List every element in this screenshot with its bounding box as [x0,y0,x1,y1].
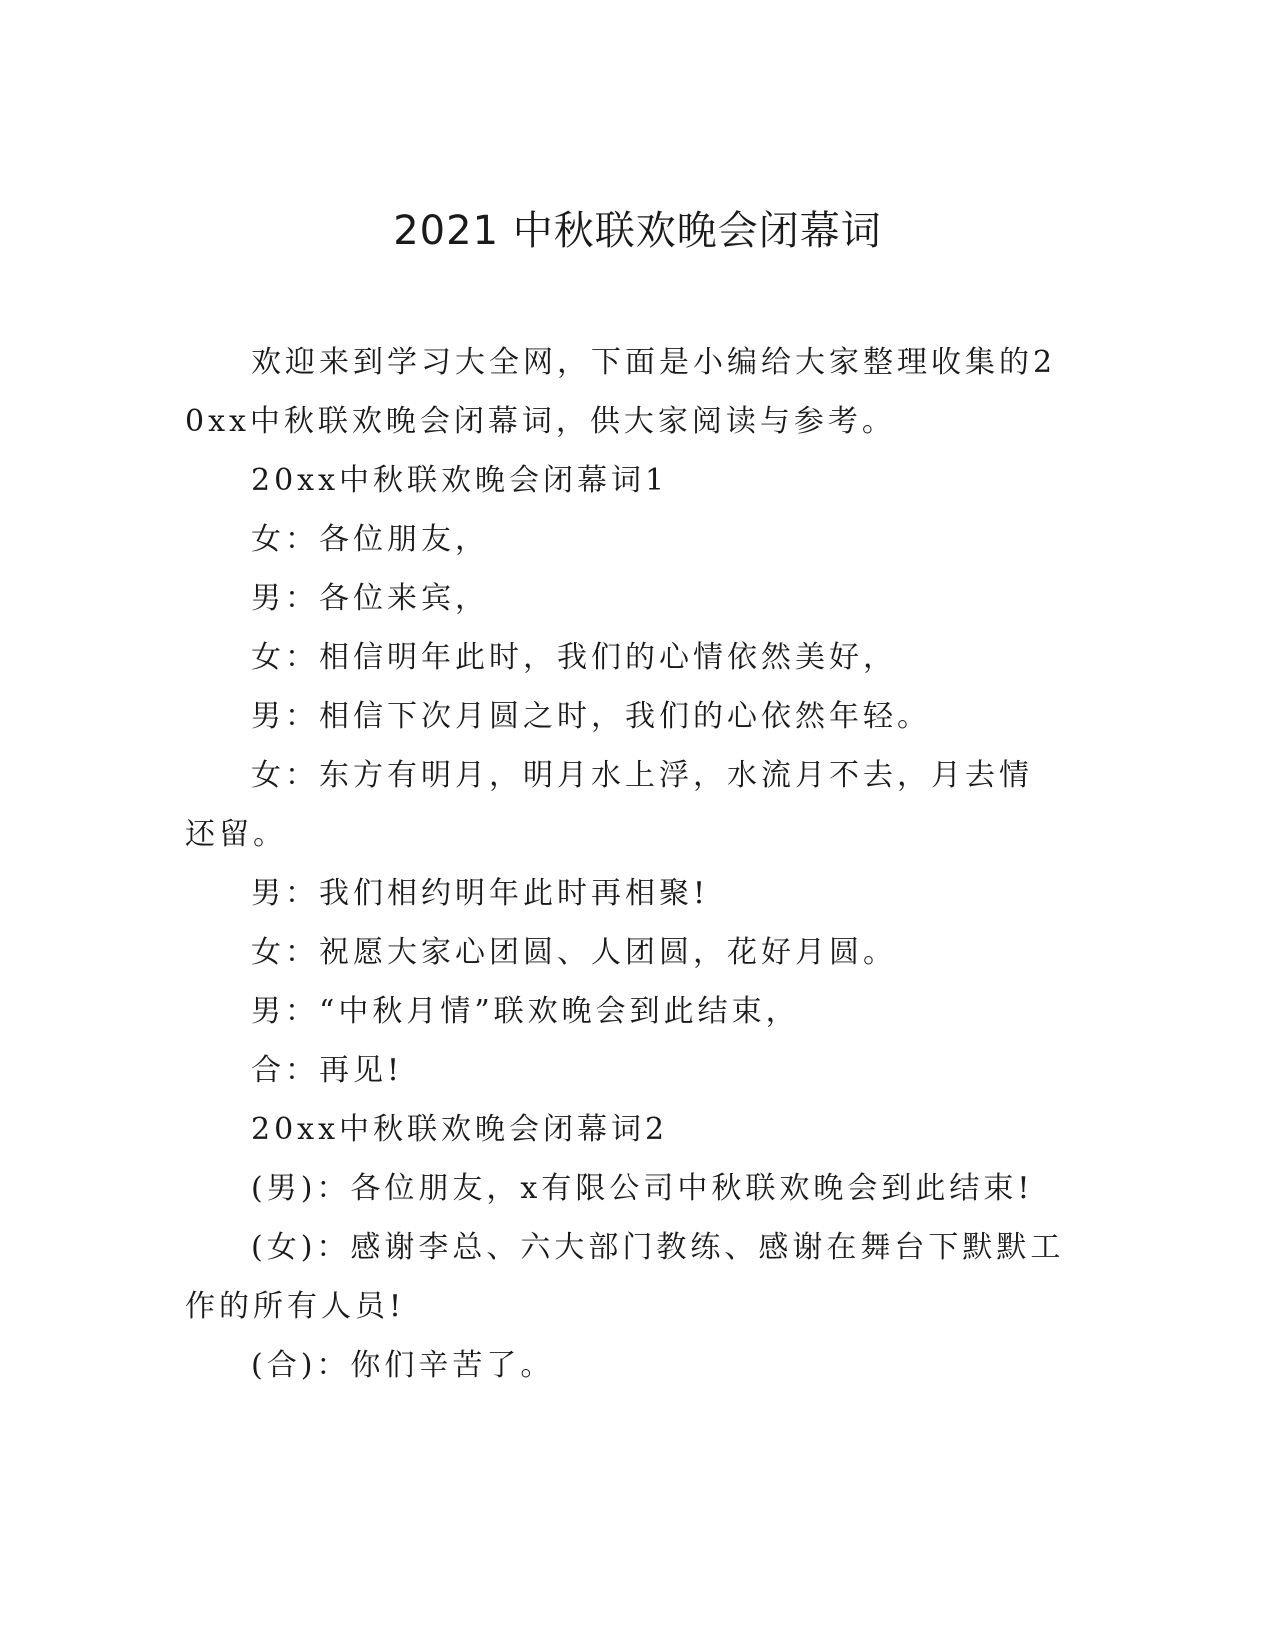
paragraph: (女)：感谢李总、六大部门教练、感谢在舞台下默默工作的所有人员! [185,1230,1065,1324]
paragraph: 男：各位来宾， [251,581,489,616]
paragraph: 女：东方有明月，明月水上浮，水流月不去，月去情还留。 [185,758,1033,852]
paragraph: 男：“中秋月情”联欢晚会到此结束， [251,994,800,1029]
paragraph: 女：各位朋友， [251,522,489,557]
paragraph: 合：再见! [251,1053,404,1088]
paragraph: 女：祝愿大家心团圆、人团圆，花好月圆。 [251,935,897,970]
document-title: 2021 中秋联欢晚会闭幕词 [393,208,882,254]
document-body [185,333,1065,1395]
paragraph: 男：我们相约明年此时再相聚! [251,876,710,911]
section-heading-2: 20xx中秋联欢晚会闭幕词2 [251,1112,669,1147]
section-heading-1: 20xx中秋联欢晚会闭幕词1 [251,463,669,498]
paragraph: (男)：各位朋友，x有限公司中秋联欢晚会到此结束! [251,1171,1034,1206]
paragraph: 男：相信下次月圆之时，我们的心依然年轻。 [251,699,931,734]
paragraph: 女：相信明年此时，我们的心情依然美好， [251,640,897,675]
paragraph: (合)：你们辛苦了。 [251,1348,555,1383]
paragraph-intro: 欢迎来到学习大全网，下面是小编给大家整理收集的20xx中秋联欢晚会闭幕词，供大家阅读与参考。 [185,345,1057,439]
